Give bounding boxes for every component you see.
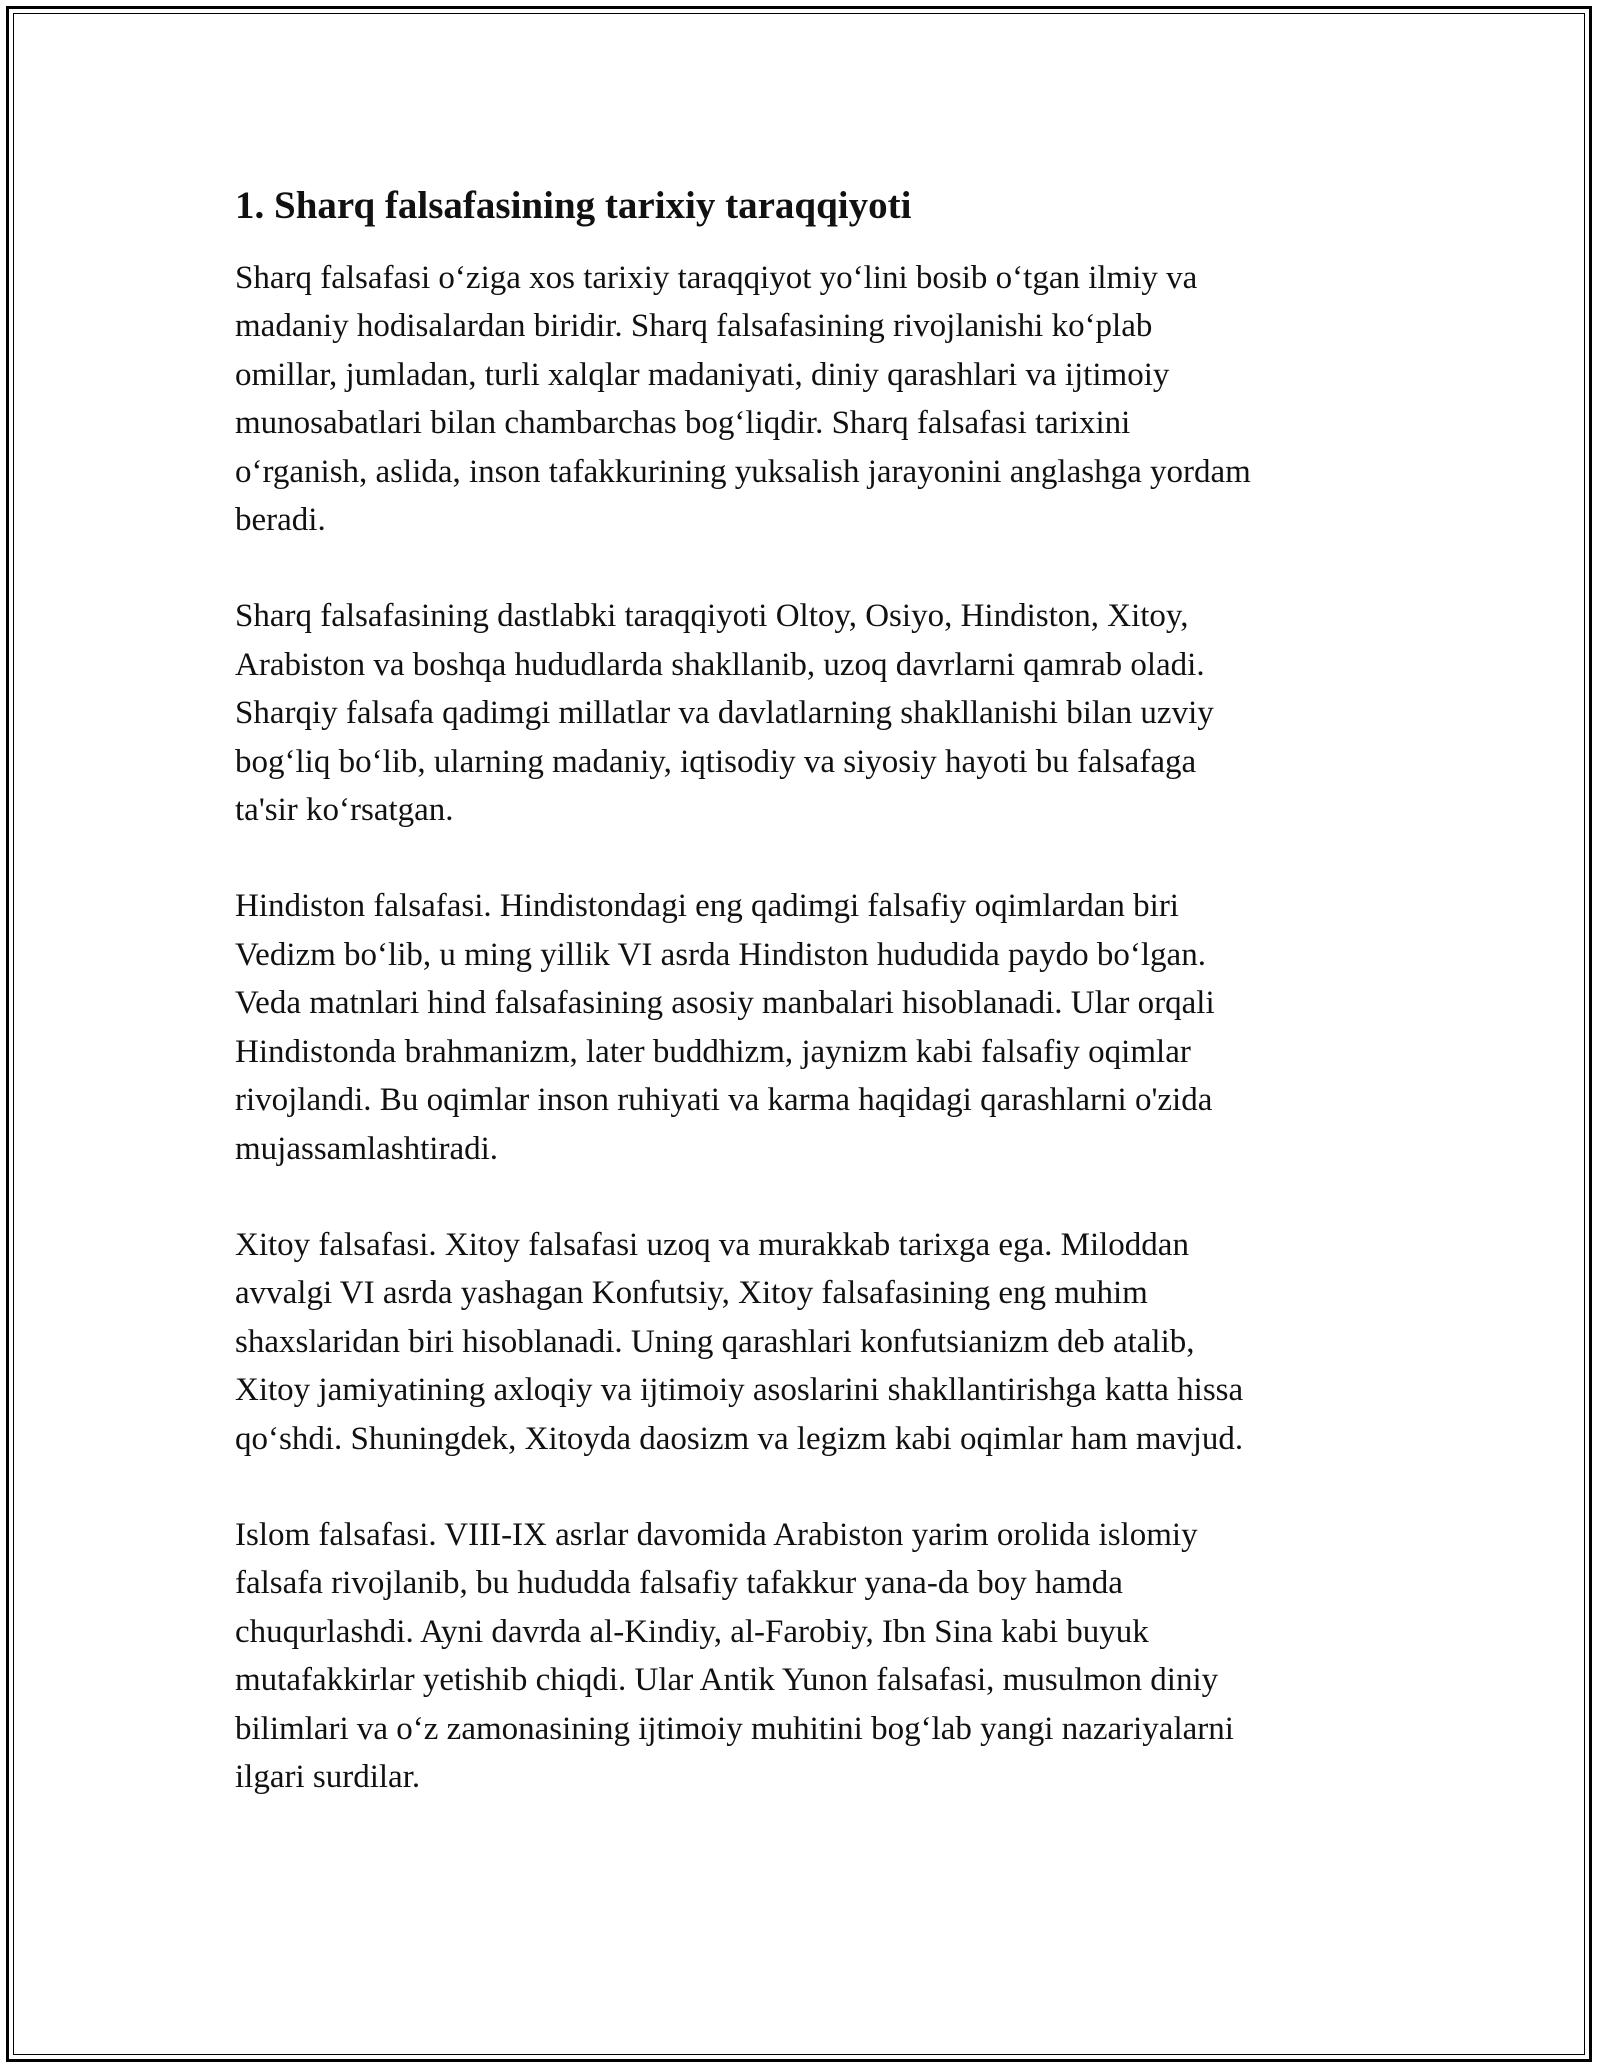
paragraph-islamic-philosophy: Islom falsafasi. VIII-IX asrlar davomida Arabiston yarim orolida islomiy falsafa rivojlanib, bu hududda falsafiy tafakkur yana-da boy hamda chuqurlashdi. Ayni davrda al-Kindiy, al-Farobiy, Ibn Sina kabi buyuk mutafakkirlar yetishib chiqdi. Ular Antik Yunon falsafasi, musulmon diniy bilimlari va o‘z zamonasining ijtimoiy muhitini bog‘lab yangi nazariyalarni ilgari surdilar. (235, 1516, 1234, 1795)
paragraph-india-philosophy: Hindiston falsafasi. Hindistondagi eng qadimgi falsafiy oqimlardan biri Vedizm bo‘lib, u ming yillik VI asrda Hindiston hududida paydo bo‘lgan. Veda matnlari hind falsafasining asosiy manbalari hisoblanadi. Ular orqali Hindistonda brahmanizm, later buddhizm, jaynizm kabi falsafiy oqimlar rivojlandi. Bu oqimlar inson ruhiyati va karma haqidagi qarashlarni o'zida mujassamlashtiradi. (235, 888, 1215, 1167)
paragraph-early-development: Sharq falsafasining dastlabki taraqqiyoti Oltoy, Osiyo, Hindiston, Xitoy, Arabiston va boshqa hududlarda shakllanib, uzoq davrlarni qamrab oladi. Sharqiy falsafa qadimgi millatlar va davlatlarning shakllanishi bilan uzviy bog‘liq bo‘lib, ularning madaniy, iqtisodiy va siyosiy hayoti bu falsafaga ta'sir ko‘rsatgan. (235, 598, 1214, 829)
document-body (235, 182, 1375, 1849)
paragraph-china-philosophy: Xitoy falsafasi. Xitoy falsafasi uzoq va murakkab tarixga ega. Miloddan avvalgi VI asrda yashagan Konfutsiy, Xitoy falsafasining eng muhim shaxslaridan biri hisoblanadi. Uning qarashlari konfutsianizm deb atalib, Xitoy jamiyatining axloqiy va ijtimoiy asoslarini shakllantirishga katta hissa qo‘shdi. Shuningdek, Xitoyda daosizm va legizm kabi oqimlar ham mavjud. (235, 1226, 1244, 1457)
paragraph-intro: Sharq falsafasi o‘ziga xos tarixiy taraqqiyot yo‘lini bosib o‘tgan ilmiy va madaniy hodisalardan biridir. Sharq falsafasining rivojlanishi ko‘plab omillar, jumladan, turli xalqlar madaniyati, diniy qarashlari va ijtimoiy munosabatlari bilan chambarchas bog‘liqdir. Sharq falsafasi tarixini o‘rganish, aslida, inson tafakkurining yuksalish jarayonini anglashga yordam beradi. (235, 260, 1251, 539)
section-heading: 1. Sharq falsafasining tarixiy taraqqiyoti (235, 184, 912, 227)
